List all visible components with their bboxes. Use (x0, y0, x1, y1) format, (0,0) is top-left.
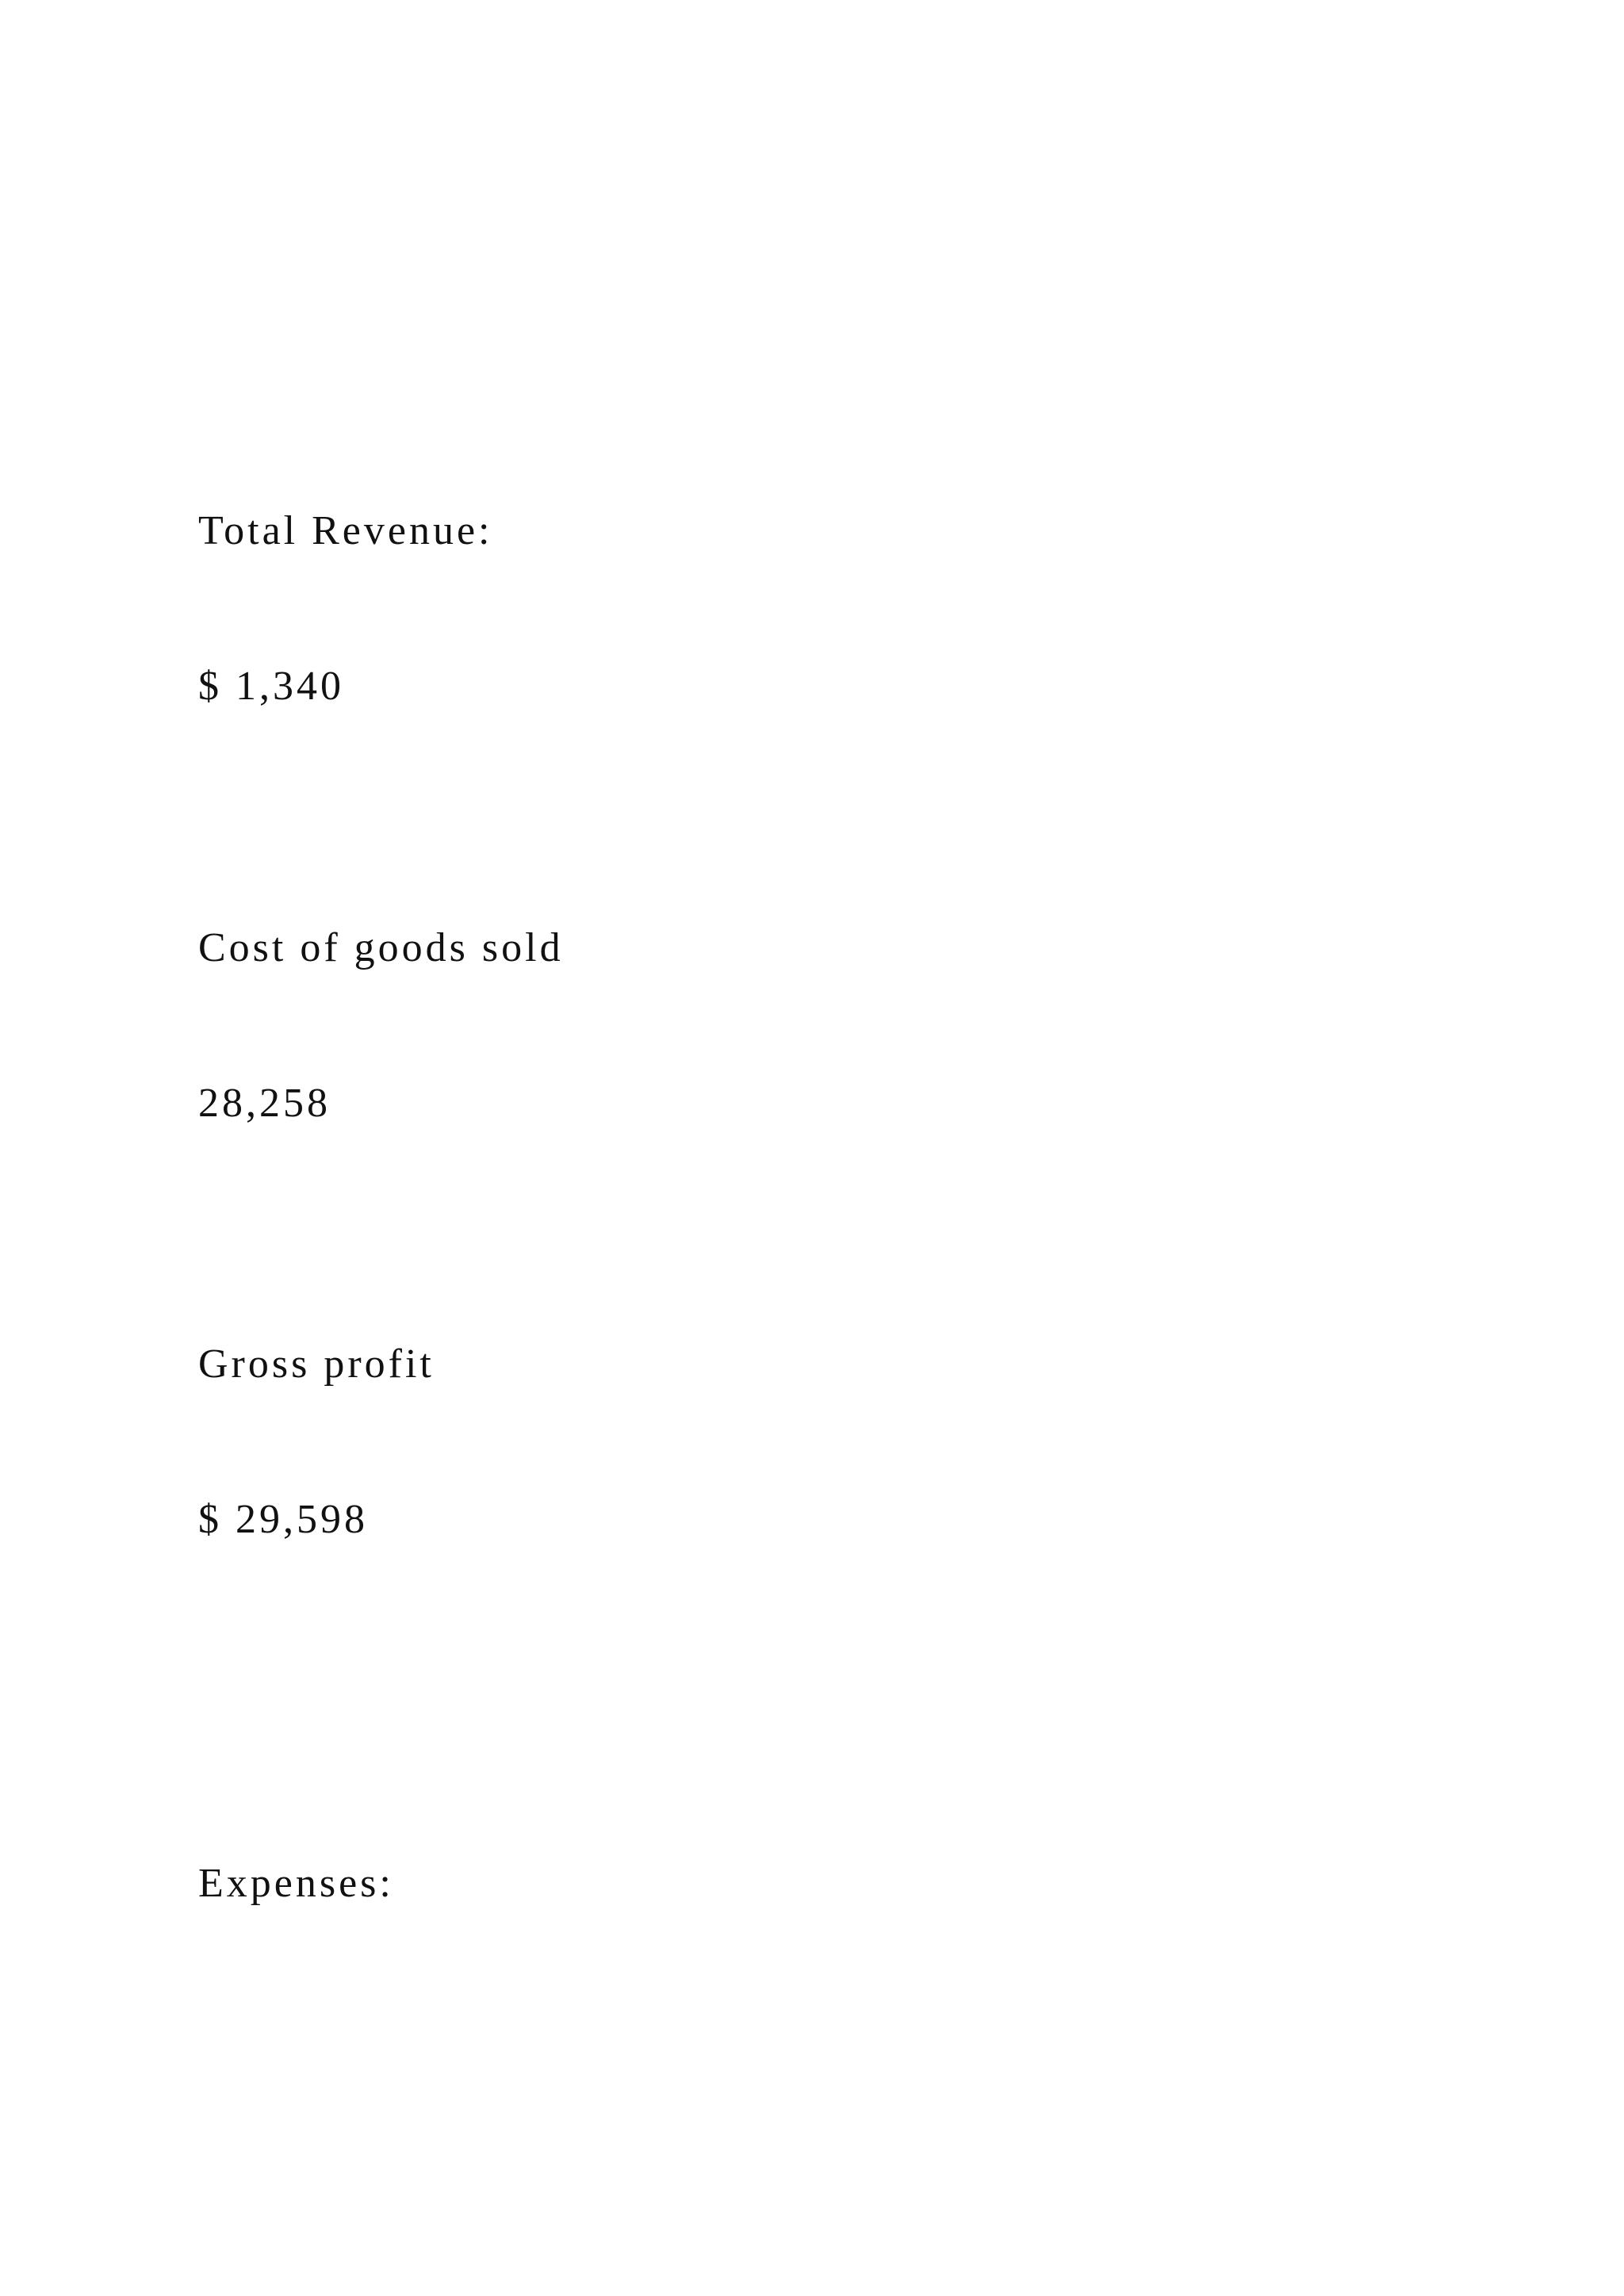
cost-of-goods-sold-label: Cost of goods sold (198, 925, 564, 970)
cost-of-goods-sold-value: 28,258 (198, 1081, 331, 1126)
expenses-heading: Expenses: (198, 1861, 394, 1906)
gross-profit-value: $ 29,598 (198, 1497, 368, 1542)
total-revenue-label: Total Revenue: (198, 508, 493, 553)
total-revenue-value: $ 1,340 (198, 664, 344, 709)
gross-profit-label: Gross profit (198, 1341, 435, 1387)
